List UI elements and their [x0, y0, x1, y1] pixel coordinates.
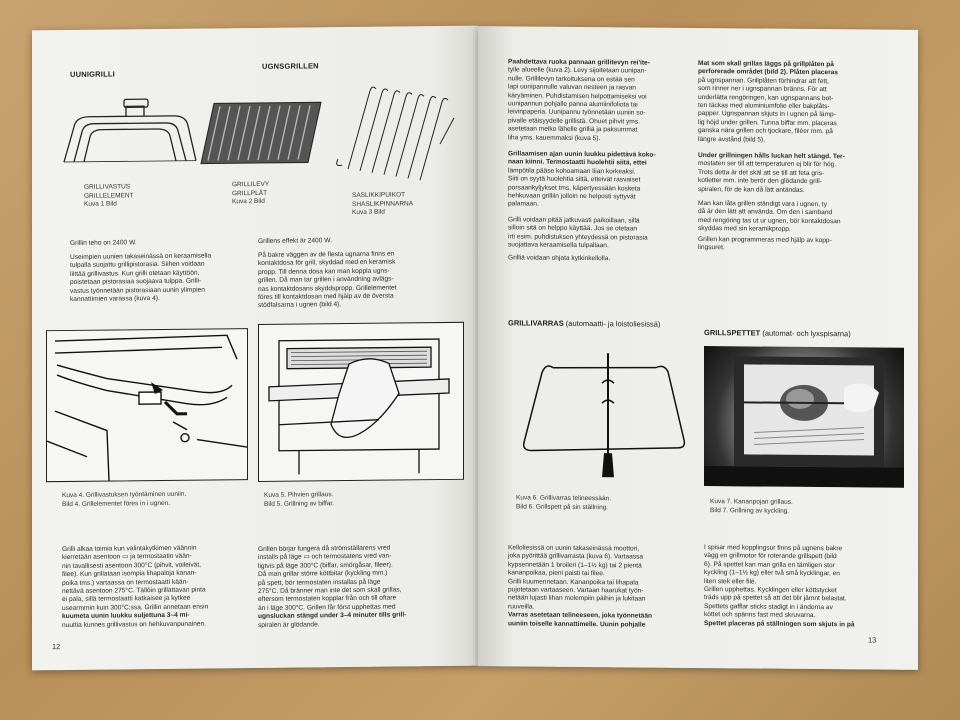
col1-intro: Grillin teho on 2400 W. [70, 239, 137, 247]
col2-intro: Grillens effekt är 2400 W. [258, 237, 332, 245]
fig3-caption: SASLIKKIPUIKOT SHASLIKPINNARNA Kuva 3 Bild [352, 191, 414, 216]
fig5-caption: Kuva 5. Pihvien grillaus. Bild 5. Grillning av biffar. [264, 491, 334, 508]
fig1-caption: GRILLIVASTUS GRILLELEMENT Kuva 1 Bild [84, 183, 134, 208]
right-col1-mid2: Grilli voidaan pitää jatkuvasti paikoillaan, sillä silloin sitä on helppo käyttää. Jos se otetaan irti esim. puhdistuksen yhteydessä on pistorasia suojattava keraamisella tulpallaan. [508, 216, 648, 250]
page-number-left: 12 [52, 642, 61, 652]
heading-grillspettet: GRILLSPETTET (automat- och lyxspisarna) [704, 328, 851, 339]
col1-bottom-text: Grilli alkaa toimia kun valintakytkimen väännin kierretään asentoon ▭ ja termostaatin vään- nin tavallisesti asentoon 300°C (pihvit, voileivät, filee). Kun grillataan isompia lihapaloja kanan- poika tms.) vartaassa on termostaatti kään- nettävä asentoon 275°C. Tällöin grillattavan pinta ei pala, sillä termostaatti katkaisee ja kytkee usearmmin kuin 300°C:ssa. Grillin annetaan ensin kuumeta uunin luukku suljettuna 3–4 mi- nuuttia kunnes grillivastus on hehkuvanpunainen. [62, 544, 209, 629]
fig4-caption: Kuva 4. Grillivastuksen työntäminen uuniin. Bild 4. Grillelementet föres in i ugnen. [62, 490, 187, 508]
heading-grillivarras: GRILLIVARRAS (automaatti- ja loistoliesissä) [508, 318, 661, 329]
right-col1-end: Grilliä voidaan ohjata kytkinkellolla. [508, 254, 611, 263]
right-col1-bottom: Kelloliesissä on uunin takaseinässä moottori, joka pyörittää grillivarrasta (kuva 6). Vartaassa kypsennetään 1 broileri (1–1½ kg) tai 2 pientä kananpoikaa, pieni paisti tai filee. Grilli kuumennetaan. Kananpoika tai lihapala pujotetaan vartaaseen. Vartaan haarukat työn- netään lujasti lihan molempiin päihin ja lukitaan ruuveilla. Varras asetetaan telineeseen, joka työnnetään uuniin toiselle kannattimelle. Uunin pohjalle [508, 544, 653, 629]
heading-ugnsgrillen: UGNSGRILLEN [262, 61, 319, 71]
grill-plate-illustration [196, 97, 326, 168]
fig6-spit-illustration [518, 342, 693, 479]
fig7-caption: Kuva 7. Kananpojan grillaus. Bild 7. Grillning av kyckling. [710, 498, 793, 515]
right-page [478, 26, 918, 670]
right-col2-mid: Under grillningen hålls luckan helt stängd. Ter- mostaten ser till att temperaturen ej blir för hög. Trots detta är det skäl att se till att feta gris- kotletter mm. inte berör den glödande grill- spiralen, för de kan då lätt antändas. [698, 152, 845, 194]
right-col2-end: Grillen kan programmeras med hjälp av kopp- lingsuret. [698, 236, 832, 252]
fig2-caption: GRILLILEVY GRILLPLÅT Kuva 2 Bild [232, 180, 270, 206]
fig7-chicken-photo [704, 346, 904, 488]
col2-text: På bakre väggen av de flesta ugnarna finns en kontaktdosa för grill, skyddad med en keramisk propp. Till denna dosa kan man koppla ugns- grillen. Då man tar grillen i användning avlägs- nas kontaktdosans skyddspropp. Grillelementet föres till kontaktdosan med hjälp av de översta stödfalsarna i ugnen (bild 4). [258, 250, 397, 310]
page-number-right: 13 [868, 635, 877, 645]
heading-uunigrilli: UUNIGRILLI [70, 69, 115, 79]
right-col2-bottom: I spisar med kopplingsur finns på ugnens bakre vägg en grillmotor för roterande grillspett (bild 6). På spettet kan man grilla en tämligen stor kyckling (1–1½ kg) eller två små kycklingar, en liten stek eller filé. Grillen upphettas. Kycklingen eller köttstycket träds upp på spettet så att det blir jämnt belastat. Spettets gafflar sticks stadigt in i ändorna av köttet och spänns fast med skruvarna. Spettet placeras på ställningen som skjuts in på [704, 544, 855, 629]
fig4-drawing [47, 329, 247, 481]
fig5-illustration [258, 322, 464, 482]
booklet [20, 28, 940, 668]
fig5-drawing [259, 323, 463, 481]
skewers-illustration [328, 78, 458, 184]
grill-element-illustration [54, 91, 204, 168]
right-col2-mid2: Man kan låta grillen ständigt vara i ugnen, ty då är den lätt att använda. Om den i samband med rengöring tas ut ur ugnen, bör kontaktdosan skyddas med sin keramikpropp. [698, 200, 841, 234]
fig6-caption: Kuva 6. Grillivarras telineessään. Bild 6. Grillspett på sin ställning. [516, 494, 612, 511]
col2-bottom-text: Grillen börjar fungera då strömställarens vred installs på läge ▭ och termostatens vred van- ligtvis på läge 300°C (biffar, smörgåsar, fileer). Då man grillar större köttbitar (kyckling mm.) på spett, bör termostaten installas på läge 275°C. Då bränner man inte det som skall grillas, eftersom termostaten kopplar från och till oftare än i läge 300°C. Grillen får först upphettas med ugnsluckan stängd under 3–4 minuter tills grill- spiralen är glödande. [258, 544, 407, 629]
col1-text: Useimpien uunien takaseinässä on keraamisella tulpalla suojattu grillipistorasia. Siihen voidaan liittää grillivastus. Kun grilli otetaan käyttöön, poistetaan pistorasiaa suojaava tulppa. Grilli- vastus työnnetään pistorasiaan uunin ylimpien kannattimien varassa (kuva 4). [70, 252, 212, 303]
fig4-illustration [46, 328, 248, 482]
fig7-photo-details [704, 346, 904, 488]
left-page [32, 26, 478, 671]
right-col1-mid: Grillaamisen ajan uunin luukku pidettävä koko- naan kiinni. Termostaatti huolehtii siitä, ettei lämpötila pääse kohoamaan liian korkeaksi. Siiti on syytä huolehtia siitä, etteivät rasvaiset porsaankyljykset tms. käpertyessään kosketa hehkuvaan grilliin jolloin ne helposti syttyvät palamaan. [508, 150, 656, 209]
right-col2-top: Mat som skall grillas läggs på grillplåten på perforerade området (bild 2). Plåten placeras på ugnspannan. Grillplåten förhindrar att fett, som rinner ner i ugnspannan bränns. För att underlätta rengöringen, kan ugnspannans bot- ten täckas med aluminiumfolie eller bakplåts- papper. Ugnspannan skjuts in i ugnen på lämp- lig höjd under grillen. Tunna biffar mm. placeras ganska nära grillen och tjockare, filéer mm. på längre avstånd (bild 5). [698, 60, 838, 144]
right-col1-top: Paahdettava ruoka pannaan grillitevyn rei'ite- tylle alueelle (kuva 2). Levy sijoitetaan uunipan- nulle. Grillilevyn tarkoituksena on estää sen lapi uunipannulle valuvan nesteen ja rasvan käryäminen. Puhdistamisen helpottamiseksi voi uunipannun pohjalle panna alumiinifoliota tai leivinpaperia. Uunipannu työnnetään uuniin so- pivalle etäisyydelle grillistä. Ohuet pihvit yms. asetetaan melko lähelle grilliä ja paksummat liha yms. kauemmaksi (kuva 5). [508, 58, 650, 142]
